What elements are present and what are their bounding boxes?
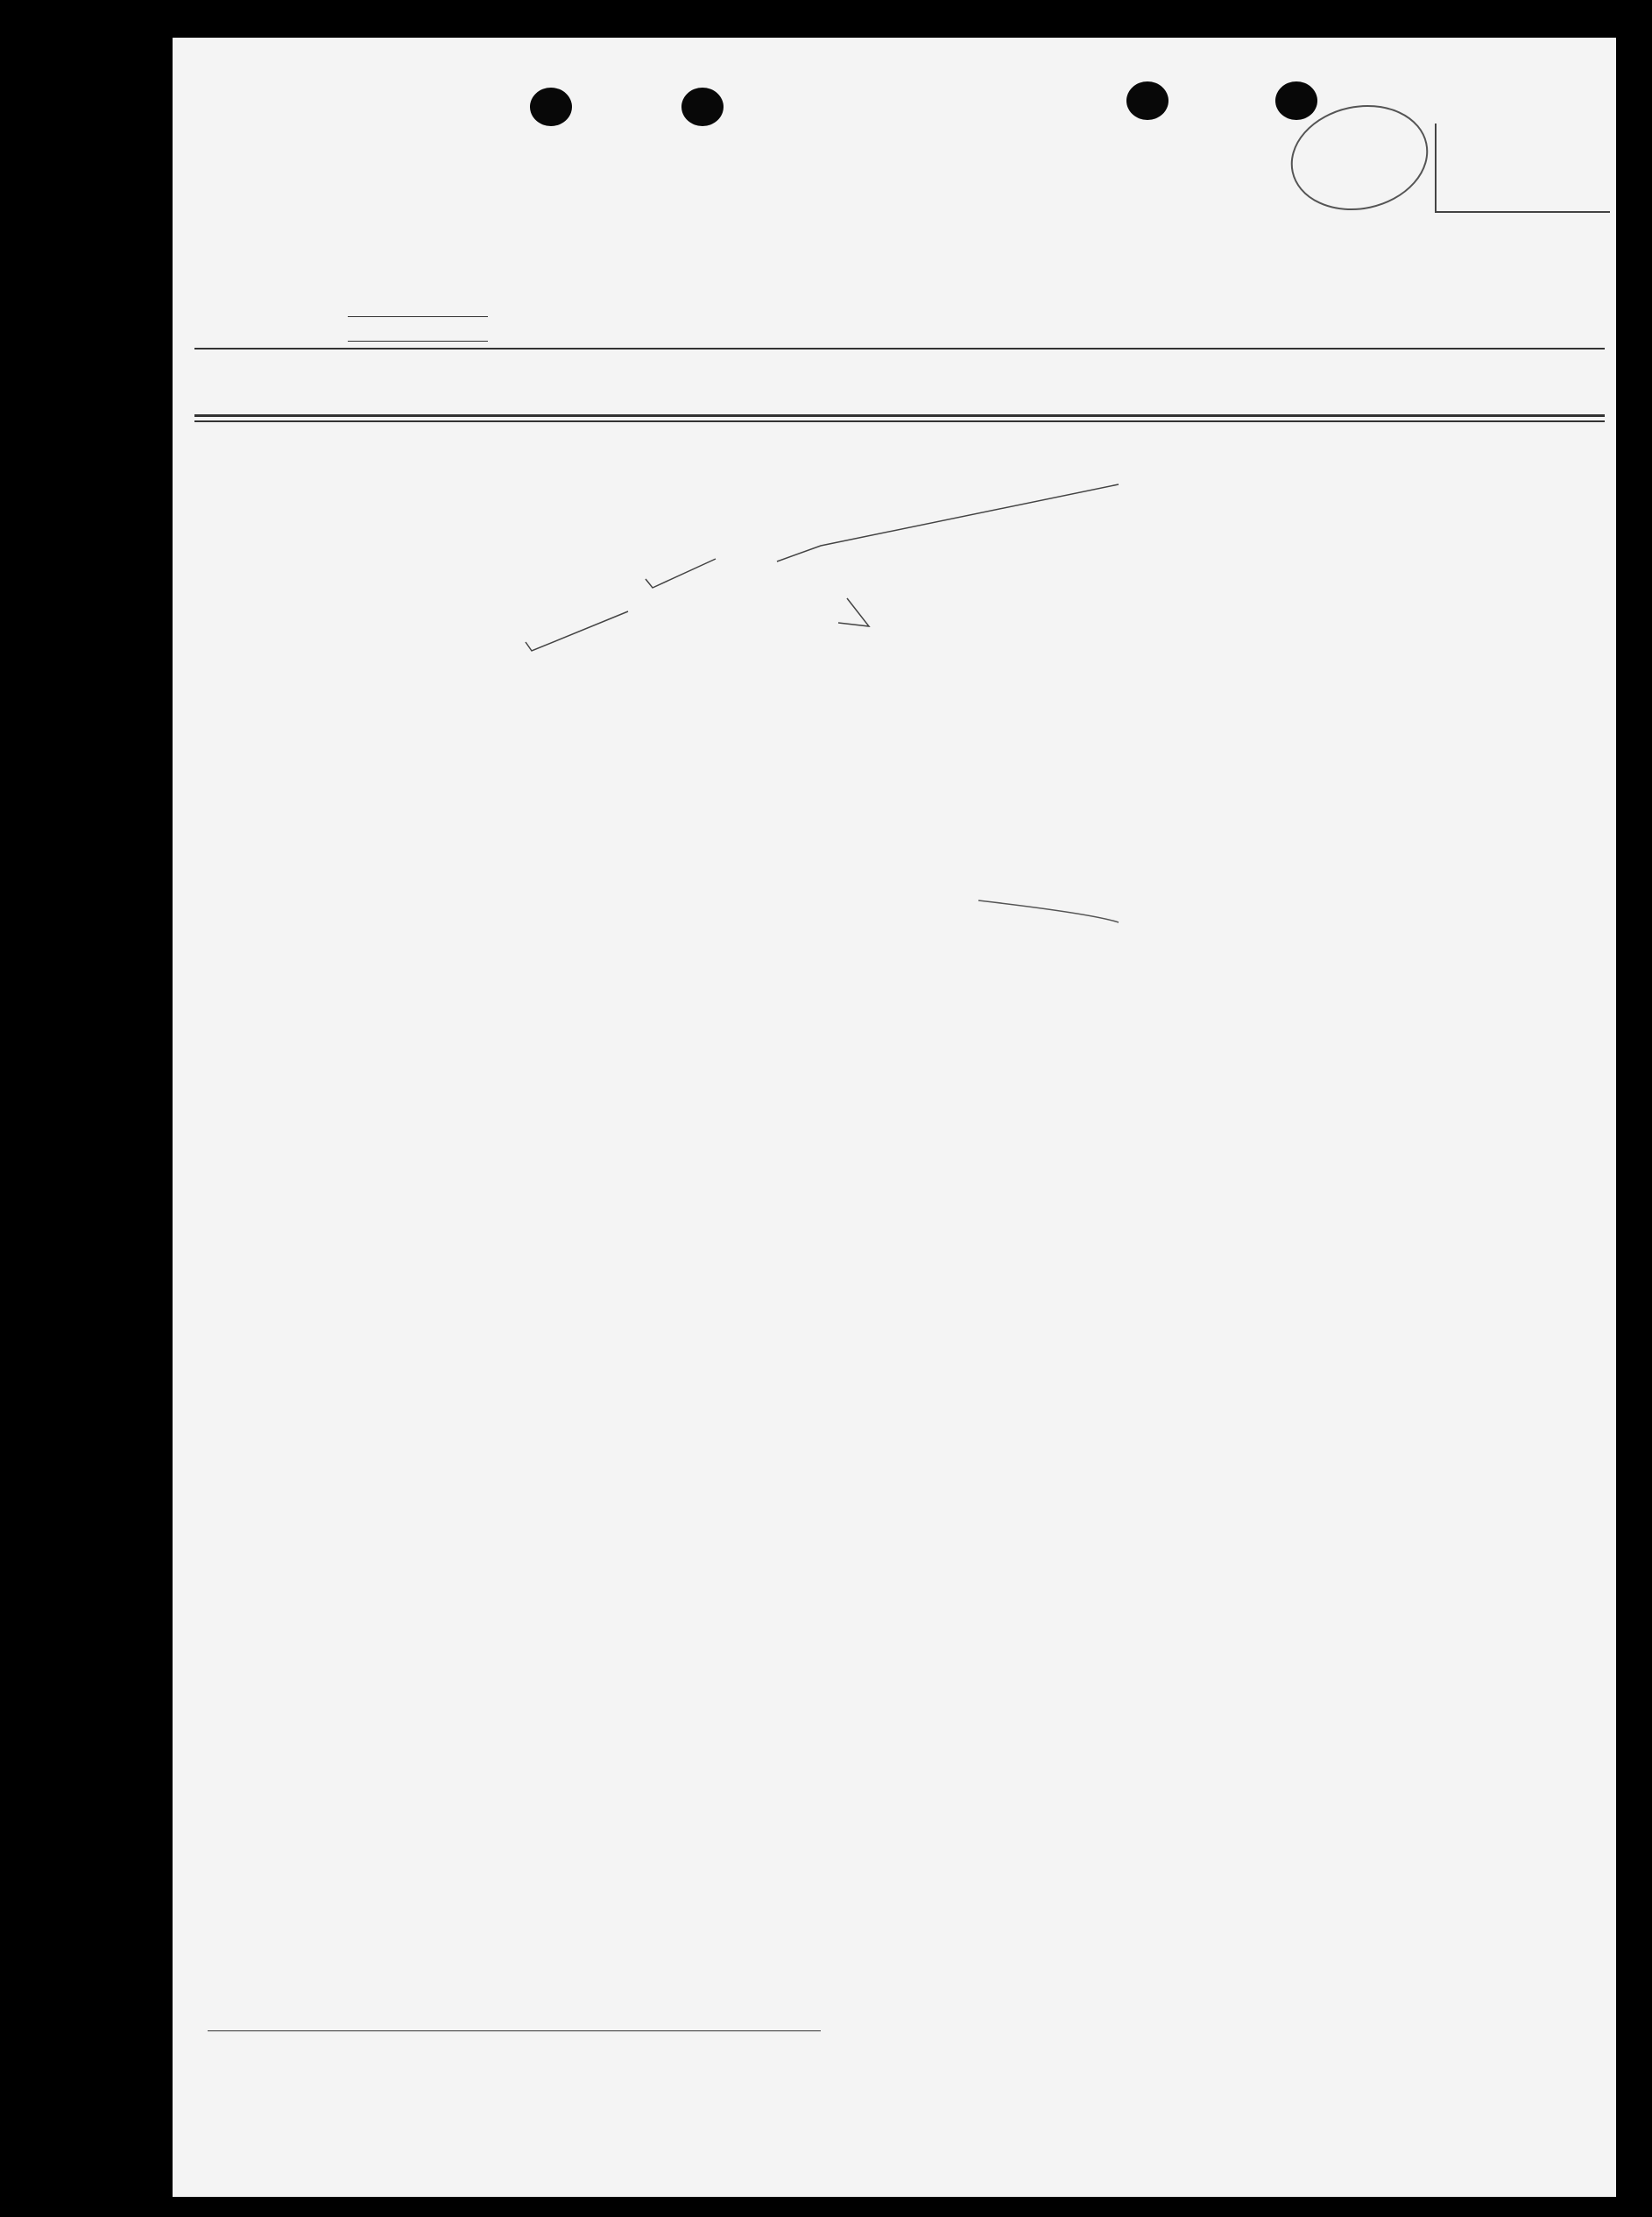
prepared-underline [208,2030,821,2031]
check-marks [173,38,1616,1001]
manifest-sheet [173,38,1616,2197]
